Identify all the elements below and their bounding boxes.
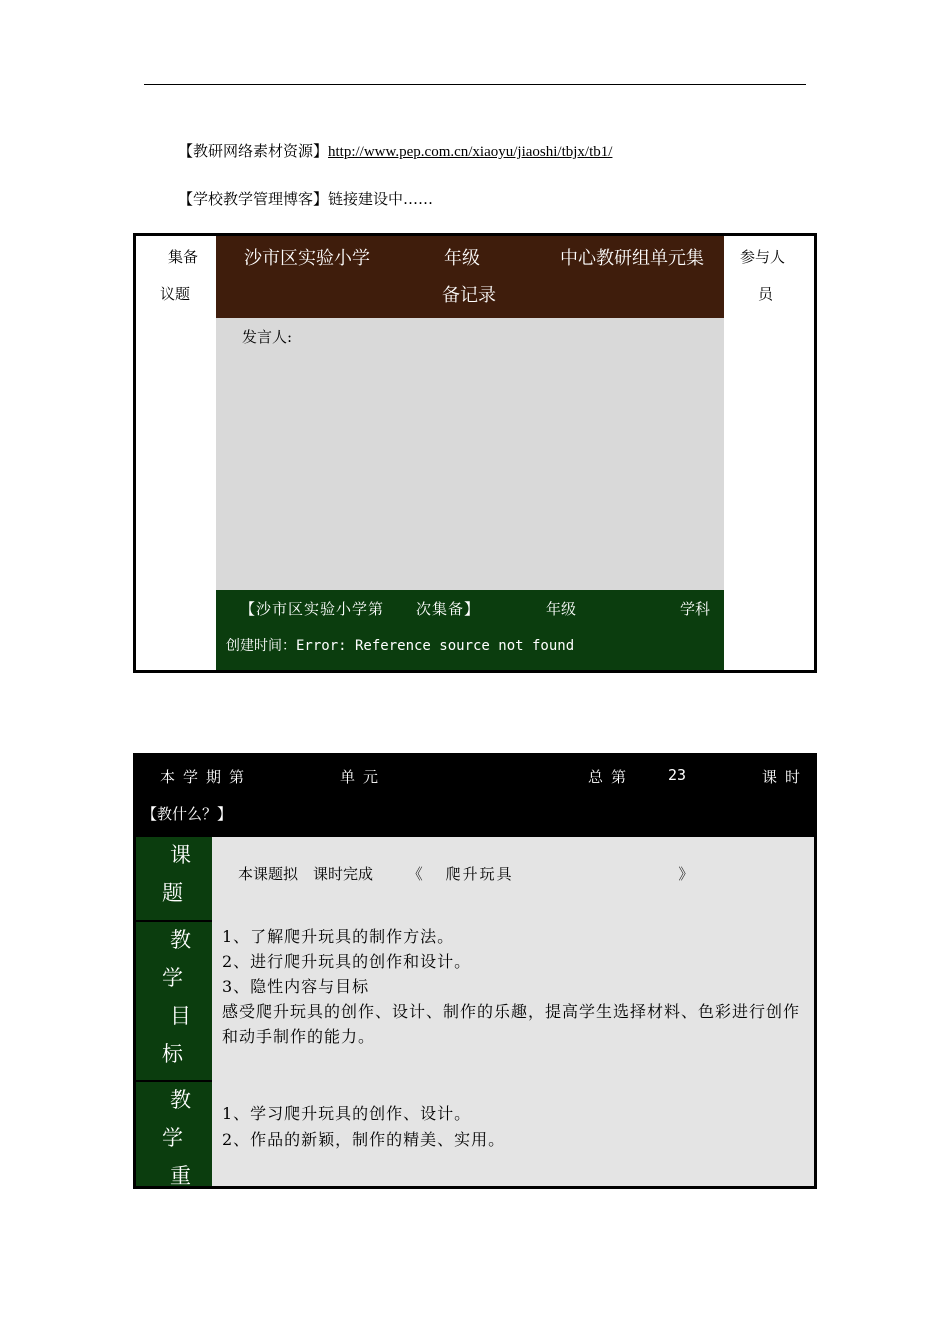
participants-label-line1: 参与人 bbox=[740, 248, 786, 266]
term-label: 本学期第 bbox=[160, 768, 253, 786]
lesson-content-area[interactable] bbox=[212, 837, 814, 1186]
side-label-goal bbox=[136, 922, 212, 1080]
record-table-header bbox=[216, 236, 724, 318]
side-key-char-2: 学 bbox=[162, 1126, 183, 1150]
footer-created-time bbox=[226, 635, 574, 655]
resource-line bbox=[178, 140, 612, 161]
total-number: 23 bbox=[668, 766, 687, 784]
topic-label-line1: 集备 bbox=[168, 248, 199, 266]
created-time-label: 创建时间： bbox=[226, 638, 296, 654]
side-label-keypoints bbox=[136, 1082, 212, 1186]
topic-label-cell bbox=[136, 236, 216, 670]
topic-label-line2: 议题 bbox=[160, 285, 191, 303]
side-goal-char-1: 教 bbox=[170, 928, 191, 952]
goal-item: 1、了解爬升玩具的制作方法。 bbox=[222, 927, 455, 946]
topic-line bbox=[238, 863, 693, 884]
side-goal-char-4: 标 bbox=[162, 1042, 183, 1066]
participants-label-line2: 员 bbox=[758, 285, 774, 303]
side-goal-char-3: 目 bbox=[170, 1004, 191, 1028]
side-topic-char-2: 题 bbox=[162, 881, 183, 905]
goal-item: 2、进行爬升玩具的创作和设计。 bbox=[222, 952, 472, 971]
unit-label: 单元 bbox=[340, 768, 387, 786]
topic-close-bracket: 》 bbox=[678, 865, 694, 883]
what-to-teach-label: 【教什么？】 bbox=[142, 805, 233, 823]
keypoint-item: 1、学习爬升玩具的创作、设计。 bbox=[222, 1104, 472, 1123]
header-grade: 年级 bbox=[444, 248, 480, 269]
header-center: 中心教研组单元集 bbox=[560, 248, 704, 269]
side-goal-char-2: 学 bbox=[162, 966, 183, 990]
lesson-table-topbar bbox=[136, 756, 814, 836]
topic-open-bracket: 《 bbox=[407, 865, 423, 883]
hour-label: 课时 bbox=[762, 768, 809, 786]
footer-subject: 学科 bbox=[680, 600, 711, 618]
header-school: 沙市区实验小学 bbox=[244, 248, 370, 269]
speaker-area[interactable] bbox=[216, 318, 724, 590]
topic-name: 爬升玩具 bbox=[445, 865, 514, 883]
lesson-table bbox=[133, 753, 817, 1189]
goal-item: 3、隐性内容与目标 bbox=[222, 977, 370, 996]
goal-list bbox=[222, 924, 812, 1049]
header-record: 备记录 bbox=[442, 285, 496, 306]
topic-prefix: 本课题拟 课时完成 bbox=[238, 865, 374, 883]
blog-line bbox=[178, 188, 433, 209]
participants-label-cell bbox=[722, 236, 814, 670]
side-topic-char-1: 课 bbox=[170, 843, 191, 867]
side-label-topic bbox=[136, 837, 212, 920]
top-rule bbox=[144, 84, 806, 85]
side-key-char-1: 教 bbox=[170, 1088, 191, 1112]
resource-label: 【教研网络素材资源】 bbox=[178, 142, 329, 160]
footer-grade: 年级 bbox=[546, 600, 577, 618]
resource-link[interactable]: http://www.pep.com.cn/xiaoyu/jiaoshi/tbjx/tb1/ bbox=[328, 144, 613, 160]
blog-label: 【学校教学管理博客】 bbox=[178, 190, 329, 208]
record-table bbox=[133, 233, 817, 673]
keypoint-item: 2、作品的新颖，制作的精美、实用。 bbox=[222, 1130, 506, 1149]
side-key-char-3: 重 bbox=[170, 1164, 191, 1188]
keypoint-list bbox=[222, 1101, 812, 1153]
footer-title: 【沙市区实验小学第 次集备】 bbox=[240, 600, 481, 618]
record-table-footer bbox=[216, 590, 724, 670]
created-time-value: Error: Reference source not found bbox=[296, 638, 575, 654]
blog-status: 链接建设中…… bbox=[328, 190, 434, 208]
total-label: 总第 bbox=[588, 768, 635, 786]
goal-item: 感受爬升玩具的创作、设计、制作的乐趣，提高学生选择材料、色彩进行创作和动手制作的能力。 bbox=[222, 1002, 801, 1046]
speaker-label: 发言人: bbox=[242, 328, 293, 346]
